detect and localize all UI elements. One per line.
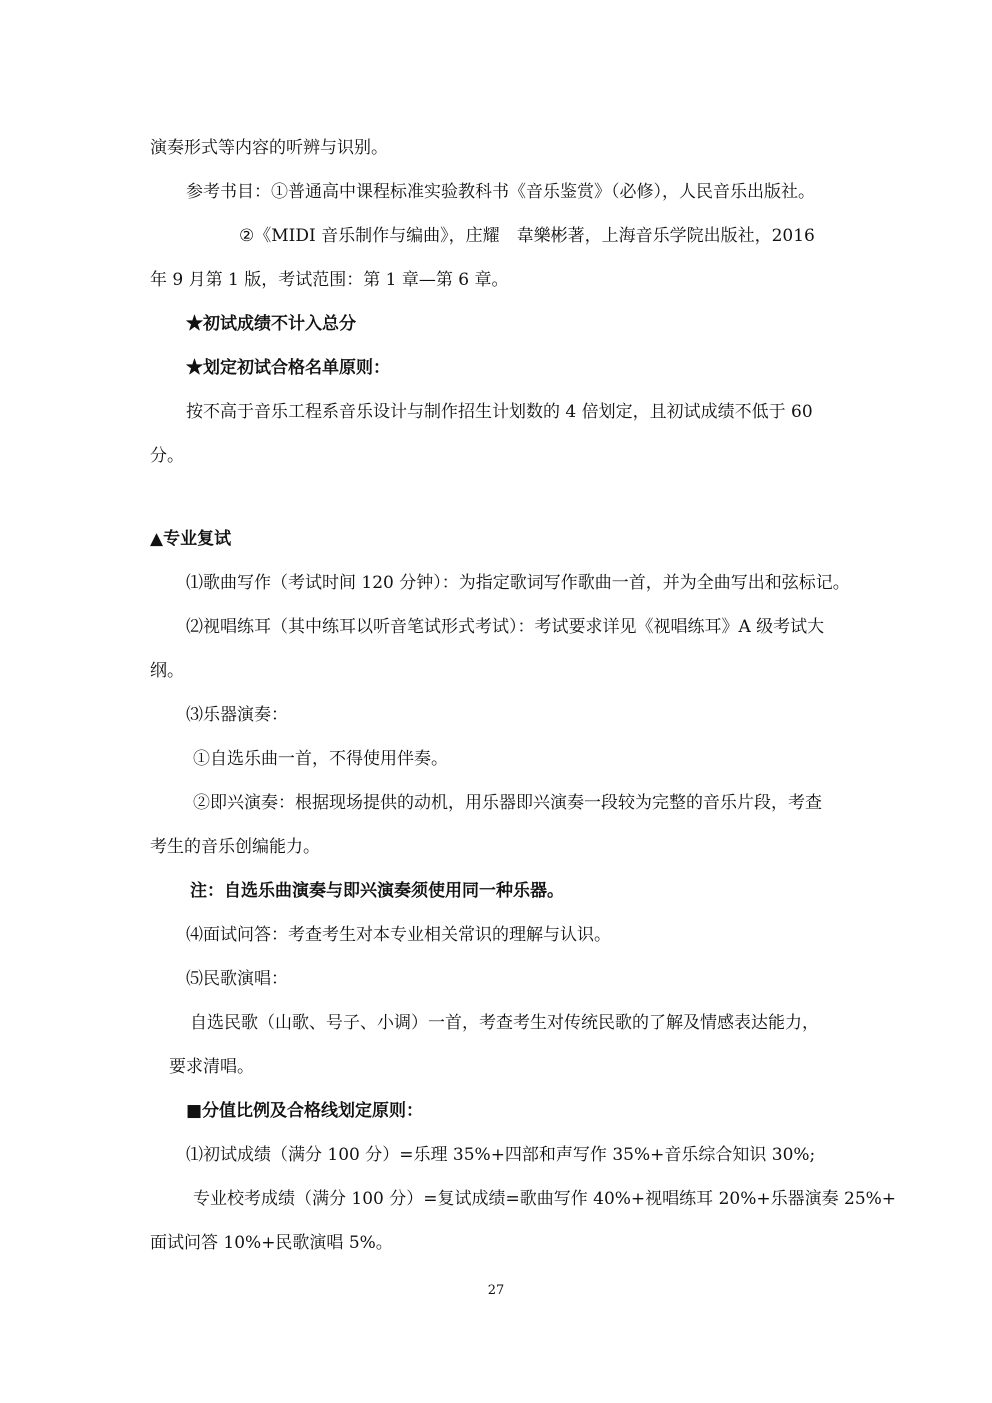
score-ratio-item-2-line-2: 面试问答 10%+民歌演唱 5%。 xyxy=(150,1233,393,1253)
retest-heading: ▲专业复试 xyxy=(150,529,232,549)
page-number: 27 xyxy=(487,1283,505,1298)
retest-item-2-line-1: ⑵视唱练耳（其中练耳以听音笔试形式考试）：考试要求详见《视唱练耳》A 级考试大 xyxy=(186,617,825,637)
retest-item-5-detail-line-1: 自选民歌（山歌、号子、小调）一首，考查考生对传统民歌的了解及情感表达能力， xyxy=(190,1013,819,1033)
instrument-note: 注：自选乐曲演奏与即兴演奏须使用同一种乐器。 xyxy=(190,881,564,901)
score-ratio-item-1: ⑴初试成绩（满分 100 分）=乐理 35%+四部和声写作 35%+音乐综合知识 30%; xyxy=(186,1145,816,1165)
score-ratio-item-2-line-1: 专业校考成绩（满分 100 分）=复试成绩=歌曲写作 40%+视唱练耳 20%+乐器演奏 25%+ xyxy=(193,1189,897,1209)
retest-item-4: ⑷面试问答：考查考生对本专业相关常识的理解与认识。 xyxy=(186,925,611,945)
retest-item-3-sub-2-line-1: ②即兴演奏：根据现场提供的动机，用乐器即兴演奏一段较为完整的音乐片段，考查 xyxy=(193,793,822,813)
retest-item-5-detail-line-2: 要求清唱。 xyxy=(169,1057,254,1077)
preliminary-score-note: ★初试成绩不计入总分 xyxy=(186,314,356,334)
retest-item-3-sub-1: ①自选乐曲一首，不得使用伴奏。 xyxy=(193,749,448,769)
retest-item-3: ⑶乐器演奏： xyxy=(186,705,288,725)
retest-item-2-line-2: 纲。 xyxy=(150,661,184,681)
reference-books-line-3: 年 9 月第 1 版，考试范围：第 1 章—第 6 章。 xyxy=(150,270,509,290)
preliminary-pass-heading: ★划定初试合格名单原则： xyxy=(186,358,390,378)
retest-item-5: ⑸民歌演唱： xyxy=(186,969,288,989)
reference-books-line-2: ②《MIDI 音乐制作与编曲》，庄耀 韋樂彬著，上海音乐学院出版社，2016 xyxy=(239,226,815,246)
preliminary-pass-rule-line-2: 分。 xyxy=(150,446,184,466)
reference-books-line-1: 参考书目：①普通高中课程标准实验教科书《音乐鉴赏》（必修），人民音乐出版社。 xyxy=(186,182,815,202)
retest-item-1: ⑴歌曲写作（考试时间 120 分钟）：为指定歌词写作歌曲一首，并为全曲写出和弦标记。 xyxy=(186,573,850,593)
preliminary-pass-rule-line-1: 按不高于音乐工程系音乐设计与制作招生计划数的 4 倍划定，且初试成绩不低于 60 xyxy=(186,402,813,422)
score-ratio-heading: ■分值比例及合格线划定原则： xyxy=(186,1101,424,1121)
retest-item-3-sub-2-line-2: 考生的音乐创编能力。 xyxy=(150,837,320,857)
text-line-1: 演奏形式等内容的听辨与识别。 xyxy=(150,138,388,158)
